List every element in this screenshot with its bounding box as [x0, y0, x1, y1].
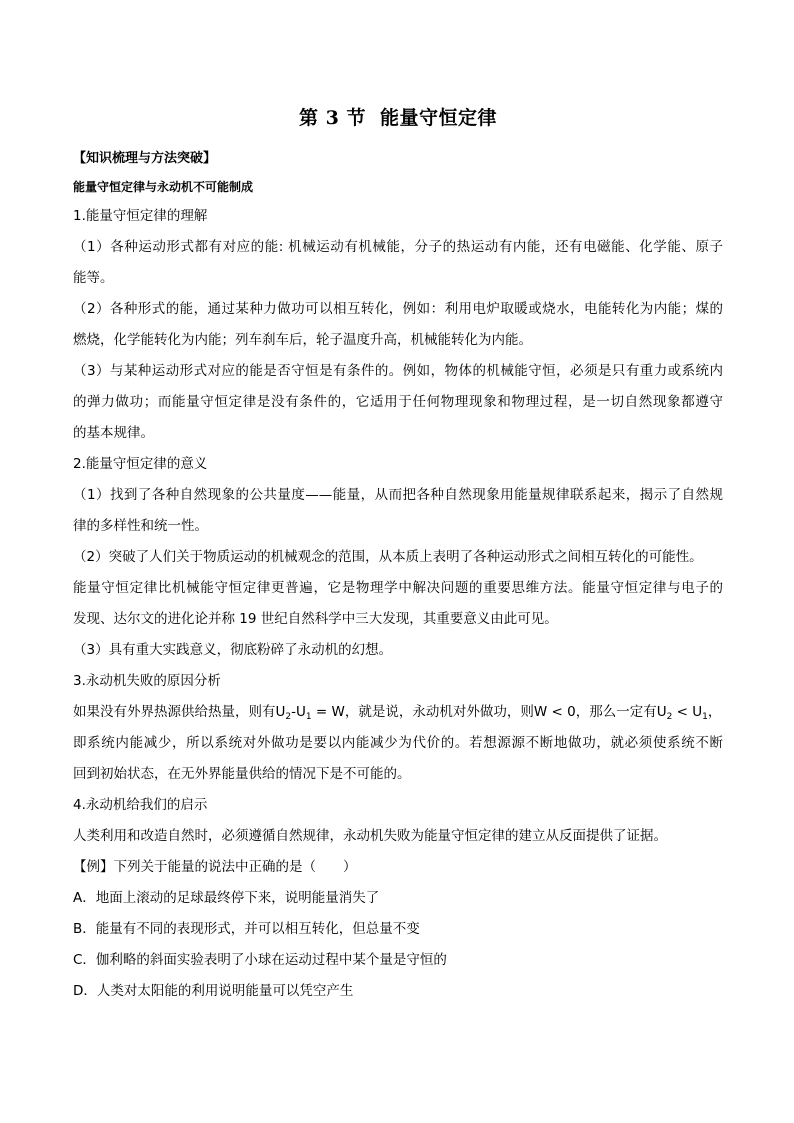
- subscript: 2: [285, 712, 292, 722]
- paragraph-line: 的基本规律。: [73, 425, 154, 441]
- paragraph-line: 发现、达尔文的进化论并称 19 世纪自然科学中三大发现，其重要意义由此可见。: [73, 611, 558, 627]
- paragraph-line: （3）具有重大实践意义，彻底粉碎了永动机的幻想。: [73, 642, 393, 658]
- formula-text: = W，就是说，永动机对外做功，则W < 0，那么一定有U: [311, 704, 667, 720]
- formula-text: < U: [672, 704, 703, 720]
- heading-line: 4.永动机给我们的启示: [73, 797, 208, 813]
- paragraph-line: 的弹力做功；而能量守恒定律是没有条件的，它适用于任何物理现象和物理过程，是一切自然现象都遵守: [73, 394, 723, 410]
- paragraph-line: 律的多样性和统一性。: [73, 518, 208, 534]
- option-a: A．地面上滚动的足球最终停下来，说明能量消失了: [73, 890, 380, 906]
- paragraph-line: 回到初始状态，在无外界能量供给的情况下是不可能的。: [73, 766, 411, 782]
- paragraph-line: 能量守恒定律比机械能守恒定律更普遍，它是物理学中解决问题的重要思维方法。能量守恒定律与电子的: [73, 580, 723, 596]
- option-b: B．能量有不同的表现形式，并可以相互转化，但总量不变: [73, 921, 420, 937]
- subscript: 1: [305, 712, 312, 722]
- heading-line: 1.能量守恒定律的理解: [73, 208, 208, 224]
- option-c: C．伽利略的斜面实验表明了小球在运动过程中某个量是守恒的: [73, 952, 447, 968]
- paragraph-line: （2）突破了人们关于物质运动的机械观念的范围，从本质上表明了各种运动形式之间相互转化的可能性。: [73, 549, 703, 565]
- formula-paragraph-line: [73, 697, 723, 728]
- example-question: 【例】下列关于能量的说法中正确的是（ ）: [73, 859, 357, 875]
- paragraph-line: （3）与某种运动形式对应的能是否守恒是有条件的。例如，物体的机械能守恒，必须是只有重力或系统内: [73, 363, 723, 379]
- paragraph-line: （1）找到了各种自然现象的公共量度——能量，从而把各种自然现象用能量规律联系起来，揭示了自然规: [73, 487, 723, 503]
- heading-line: 3.永动机失败的原因分析: [73, 673, 221, 689]
- subscript: 1: [702, 712, 708, 722]
- page-title: [73, 103, 723, 130]
- subscript: 2: [666, 712, 673, 722]
- subheading: 能量守恒定律与永动机不可能制成: [73, 180, 254, 194]
- paragraph-line: 人类利用和改造自然时，必须遵循自然规律，永动机失败为能量守恒定律的建立从反面提供了证据。: [73, 828, 667, 844]
- formula-text: 如果没有外界热源供给热量，则有U: [73, 704, 286, 720]
- paragraph-line: 能等。: [73, 270, 114, 286]
- paragraph-line: 即系统内能减少，所以系统对外做功是要以内能减少为代价的。若想源源不断地做功，就必须使系统不断: [73, 735, 723, 751]
- paragraph-line: （1）各种运动形式都有对应的能: 机械运动有机械能，分子的热运动有内能，还有电磁能、化学能、原子: [73, 239, 723, 255]
- formula-text: -U: [291, 704, 306, 720]
- heading-line: 2.能量守恒定律的意义: [73, 456, 208, 472]
- paragraph-line: （2）各种形式的能，通过某种力做功可以相互转化，例如：利用电炉取暖或烧水，电能转化为内能；煤的: [73, 301, 723, 317]
- body-text-block-1: [73, 201, 723, 1007]
- section-heading: 【知识梳理与方法突破】: [73, 151, 217, 166]
- option-d: D．人类对太阳能的利用说明能量可以凭空产生: [73, 983, 354, 999]
- title-section-number: 第 3 节: [299, 107, 366, 129]
- title-text: 能量守恒定律: [379, 107, 497, 129]
- formula-text: ，: [707, 704, 722, 720]
- paragraph-line: 燃烧，化学能转化为内能；列车刹车后，轮子温度升高，机械能转化为内能。: [73, 332, 532, 348]
